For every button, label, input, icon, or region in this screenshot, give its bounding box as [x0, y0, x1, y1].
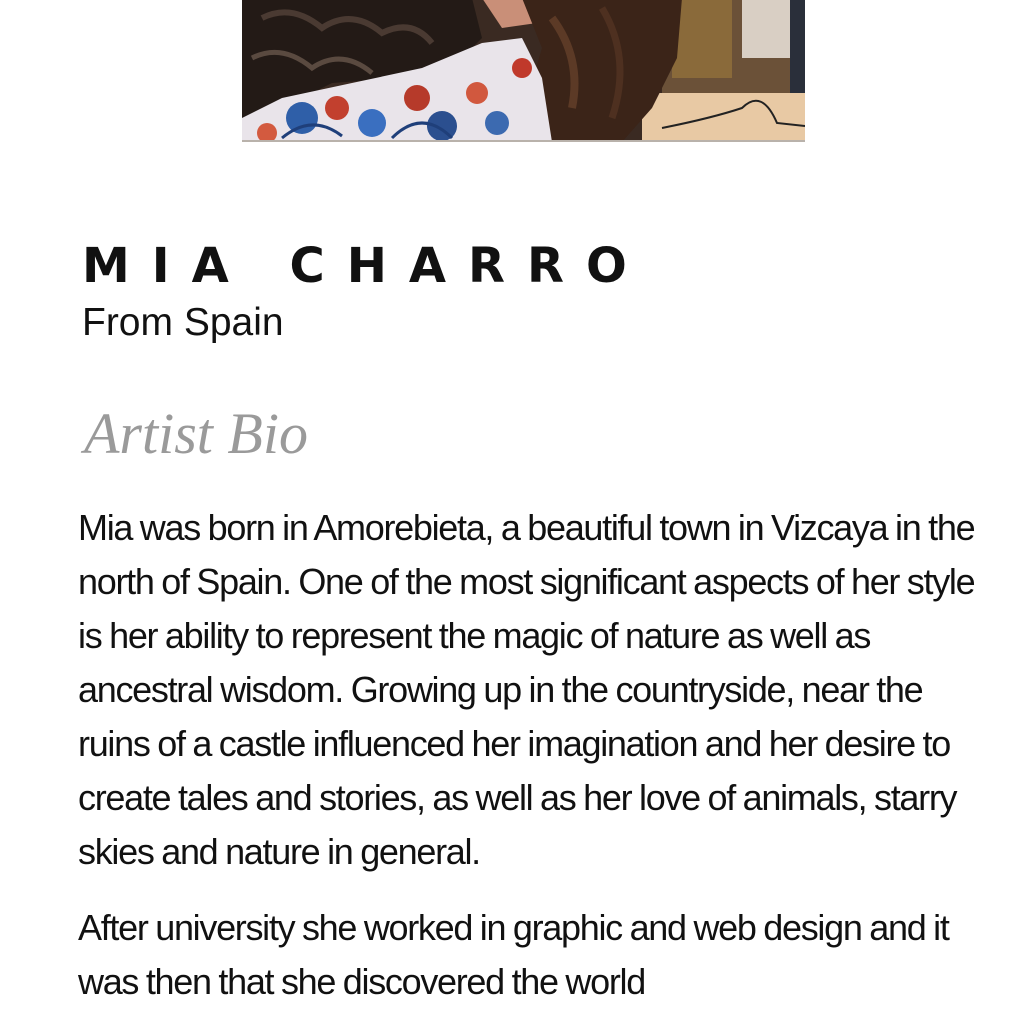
bio-paragraph: Mia was born in Amorebieta, a beautiful town in Vizcaya in the north of Spain. One of the most significant aspects of her style is her ability to represent the magic of nature as well as ancestral wisdom. Growing up in the countryside, near the ruins of a castle influenced her imagination and her desire to create tales and stories, as well as her love of animals, starry skies and nature in general. — [78, 507, 975, 872]
bio-heading: Artist Bio — [84, 401, 308, 466]
artist-photo — [242, 0, 805, 142]
artist-origin: From Spain — [82, 301, 284, 344]
artist-name: MIA CHARRO — [82, 238, 649, 294]
bio-text — [78, 501, 983, 1027]
bio-paragraph: After university she worked in graphic and web design and it was then that she discovered the world — [78, 907, 949, 1002]
